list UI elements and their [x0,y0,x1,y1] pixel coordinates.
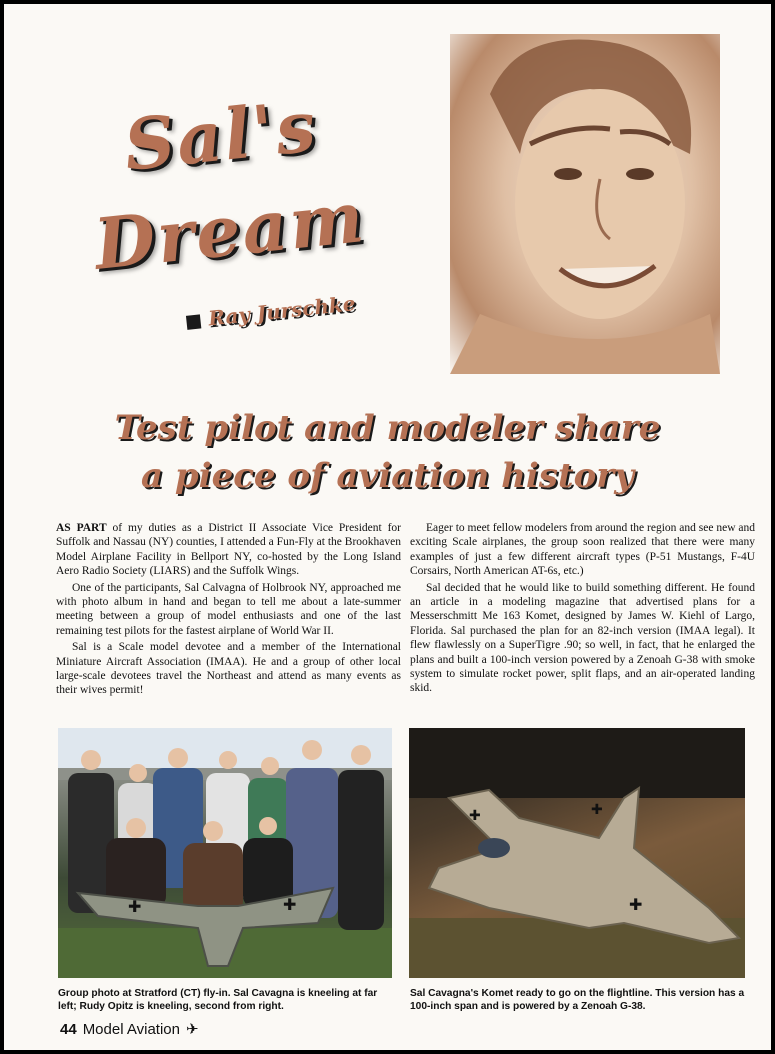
paragraph-text: of my duties as a District II Associate Vice President for Suffolk and Nassau (NY) counties, I attended a Fun-Fly at the Brookhaven Model Airplane Facility in Bellport NY, co-hosted by the Long Island Aero Radio Society (LIARS) and the Suffolk Wings. [56,522,401,578]
photo-caption-right: Sal Cavagna's Komet ready to go on the flightline. This version has a 100-inch span and is powered by a Zenoah G-38. [410,988,745,1012]
paragraph: Sal decided that he would like to build something different. He found an article in a modeling magazine that advertised plans for a Messerschmitt Me 163 Komet, designed by James W. Kiehl of Largo, Florida. Sal purchased the plan for an 82-inch version (IMAA legal). It flew flawlessly on a SuperTigre .90; so well, in fact, that he enlarged the plans and built a 100-inch version powered by a Zenoah G-38 with smoke system to simulate rocket power, split flaps, and an air-operated landing skid. [410,581,755,695]
svg-text:✚: ✚ [629,895,643,914]
svg-text:✚: ✚ [469,808,481,824]
article-title [90,84,454,294]
article-subtitle [4,404,771,500]
magazine-page [4,4,771,1050]
byline [185,291,356,333]
svg-text:✚: ✚ [283,895,297,914]
photo-caption-left: Group photo at Stratford (CT) fly-in. Sal Cavagna is kneeling at far left; Rudy Opitz is kneeling, second from right. [58,988,378,1012]
group-photo [58,728,392,978]
group-photo-illustration [58,728,392,978]
portrait-photo [450,34,720,374]
subtitle-line-2: a piece of aviation history [141,456,634,496]
svg-text:✚: ✚ [128,897,142,916]
komet-photo-illustration [409,728,745,978]
byline-author: Ray Jurschke [207,291,357,331]
page-number: 44 [60,1021,77,1038]
page-footer [60,1020,199,1038]
lead-in: AS PART [56,522,107,534]
airplane-icon: ✈ [185,1021,199,1038]
paragraph: Eager to meet fellow modelers from around the region and see new and exciting Scale airplanes, the group soon realized that there were many examples of just a few different aircraft types (P-51 Mustangs, F-4U Corsairs, North American AT-6s, etc.) [410,522,755,578]
body-column-right [410,521,755,696]
komet-photo [409,728,745,978]
subtitle-line-1: Test pilot and modeler share [114,408,661,448]
paragraph: One of the participants, Sal Calvagna of Holbrook NY, approached me with photo album in hand and began to tell me about a late-summer meeting between a group of model enthusiasts and one of the last remaining test pilots for the fastest airplane of World War II. [56,581,401,637]
title-line-1: Sal's [120,84,322,187]
magazine-name: Model Aviation [82,1021,180,1038]
paragraph [56,521,401,579]
title-line-2: Dream [90,175,370,286]
byline-bullet-icon [186,314,201,329]
body-column-left [56,521,401,698]
svg-text:✚: ✚ [591,802,603,818]
portrait-illustration [450,34,720,374]
paragraph: Sal is a Scale model devotee and a member of the International Miniature Aircraft Association (IMAA). He and a group of other local large-scale devotees travel the Northeast and attend as many events as their wives permit! [56,641,401,697]
